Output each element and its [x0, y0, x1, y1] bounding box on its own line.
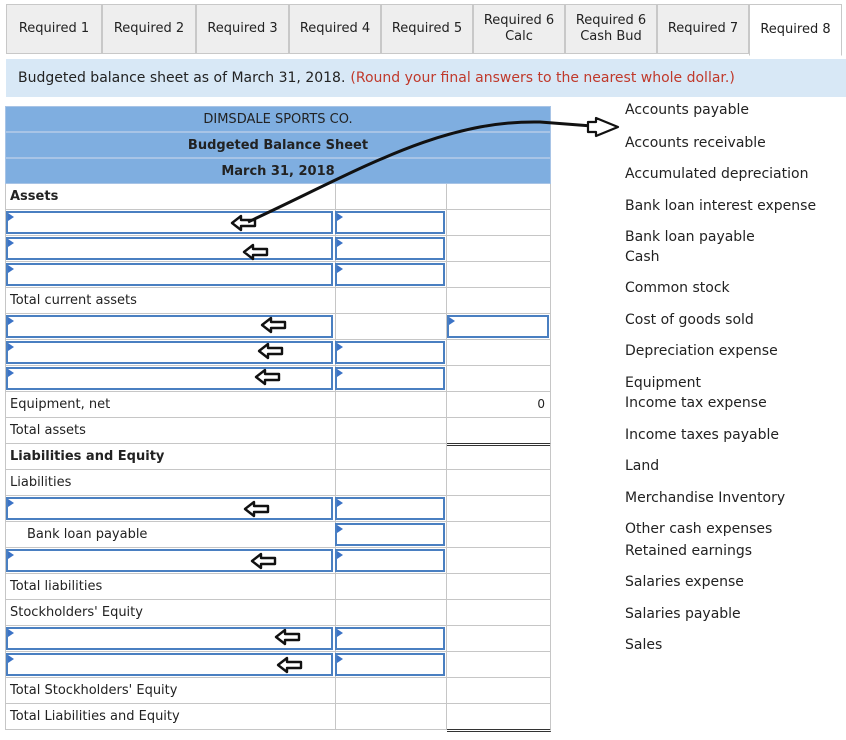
left-arrow-icon — [257, 342, 285, 360]
amount-input[interactable] — [335, 367, 445, 390]
table-row — [5, 548, 551, 574]
amount-input[interactable] — [335, 341, 445, 364]
assets-heading: Assets — [10, 189, 59, 204]
total-stockholders-equity-label: Total Stockholders' Equity — [10, 683, 178, 698]
total-current-assets-label: Total current assets — [10, 293, 137, 308]
amount-input[interactable] — [335, 549, 445, 572]
tab-label-2: Calc — [505, 29, 533, 44]
account-dropdown[interactable] — [6, 367, 333, 390]
tab-label: Required 5 — [391, 21, 463, 36]
table-row — [5, 418, 551, 444]
total-assets-value — [447, 418, 551, 446]
left-arrow-icon — [250, 552, 278, 570]
account-dropdown[interactable] — [6, 549, 333, 572]
tab-bar — [6, 4, 846, 58]
total-assets-label: Total assets — [10, 423, 86, 438]
amount-input[interactable] — [335, 497, 445, 520]
bank-loan-label: Bank loan payable — [27, 527, 148, 542]
amount-input[interactable] — [335, 237, 445, 260]
equipment-net-label: Equipment, net — [10, 397, 111, 412]
table-row — [5, 210, 551, 236]
left-arrow-icon — [242, 243, 270, 261]
word-bank-item: Accounts payable — [625, 102, 749, 118]
instruction-text: Budgeted balance sheet as of March 31, 2018. — [18, 70, 346, 86]
word-bank-item: Equipment — [625, 375, 701, 391]
instruction-bar — [6, 59, 846, 97]
total-liabilities-equity-value — [447, 704, 551, 732]
account-dropdown[interactable] — [6, 497, 333, 520]
total-liabilities-equity-label: Total Liabilities and Equity — [10, 709, 180, 724]
table-row — [5, 236, 551, 262]
left-arrow-icon — [230, 214, 258, 232]
table-row — [5, 704, 551, 730]
word-bank-item: Other cash expenses — [625, 521, 773, 537]
tab-label-2: Cash Bud — [580, 29, 642, 44]
word-bank-item: Accounts receivable — [625, 135, 766, 151]
word-bank-item: Cost of goods sold — [625, 312, 754, 328]
sheet-title: Budgeted Balance Sheet — [5, 132, 551, 158]
amount-input[interactable] — [447, 315, 549, 338]
tab-label: Required 6 — [575, 13, 647, 28]
tab-label: Required 6 — [483, 13, 555, 28]
word-bank-item: Bank loan payable — [625, 229, 755, 245]
word-bank-item: Retained earnings — [625, 543, 753, 559]
equipment-net-value: 0 — [537, 397, 545, 411]
word-bank-item: Depreciation expense — [625, 343, 778, 359]
tab-required-2[interactable] — [102, 4, 196, 54]
amount-input[interactable] — [335, 263, 445, 286]
liabilities-equity-heading: Liabilities and Equity — [10, 449, 165, 464]
amount-input[interactable] — [335, 523, 445, 546]
table-row — [5, 262, 551, 288]
word-bank-item: Bank loan interest expense — [625, 198, 817, 214]
table-row — [5, 678, 551, 704]
liabilities-heading: Liabilities — [10, 475, 72, 490]
table-row — [5, 522, 551, 548]
tab-required-4[interactable] — [289, 4, 381, 54]
tab-label: Required 2 — [113, 21, 185, 36]
tab-label: Required 7 — [667, 21, 739, 36]
table-row — [5, 392, 551, 418]
tab-label: Required 4 — [299, 21, 371, 36]
company-name: DIMSDALE SPORTS CO. — [5, 106, 551, 132]
table-row — [5, 470, 551, 496]
amount-input[interactable] — [335, 653, 445, 676]
tab-required-8[interactable] — [749, 4, 842, 56]
left-arrow-icon — [254, 368, 282, 386]
table-row — [5, 288, 551, 314]
left-arrow-icon — [243, 500, 271, 518]
account-dropdown[interactable] — [6, 211, 333, 234]
sheet-date: March 31, 2018 — [5, 158, 551, 184]
amount-input[interactable] — [335, 211, 445, 234]
tab-required-5[interactable] — [381, 4, 473, 54]
account-dropdown[interactable] — [6, 237, 333, 260]
tab-required-3[interactable] — [196, 4, 289, 54]
word-bank-item: Accumulated depreciation — [625, 166, 809, 182]
instruction-note: (Round your final answers to the nearest whole dollar.) — [350, 70, 735, 86]
word-bank-item: Income taxes payable — [625, 427, 779, 443]
word-bank-item: Land — [625, 458, 660, 474]
left-arrow-icon — [260, 316, 288, 334]
account-dropdown[interactable] — [6, 263, 333, 286]
word-bank-item: Income tax expense — [625, 395, 767, 411]
left-arrow-icon — [274, 628, 302, 646]
table-row — [5, 574, 551, 600]
table-row — [5, 444, 551, 470]
tab-required-1[interactable] — [6, 4, 102, 54]
stockholders-equity-heading: Stockholders' Equity — [10, 605, 143, 620]
word-bank-item: Cash — [625, 249, 660, 265]
amount-input[interactable] — [335, 627, 445, 650]
left-arrow-icon — [276, 656, 304, 674]
table-row — [5, 184, 551, 210]
total-liabilities-label: Total liabilities — [10, 579, 103, 594]
tab-required-6-calc[interactable] — [473, 4, 565, 54]
tab-label: Required 1 — [18, 21, 90, 36]
word-bank-item: Salaries expense — [625, 574, 744, 590]
tab-label: Required 3 — [207, 21, 278, 36]
table-row — [5, 496, 551, 522]
word-bank-item: Common stock — [625, 280, 730, 296]
word-bank-item: Sales — [625, 637, 663, 653]
table-row — [5, 600, 551, 626]
word-bank-item: Salaries payable — [625, 606, 741, 622]
word-bank-item: Merchandise Inventory — [625, 490, 786, 506]
tab-required-7[interactable] — [657, 4, 749, 54]
tab-label: Required 8 — [760, 22, 831, 37]
tab-required-6-cash-bud[interactable] — [565, 4, 657, 54]
